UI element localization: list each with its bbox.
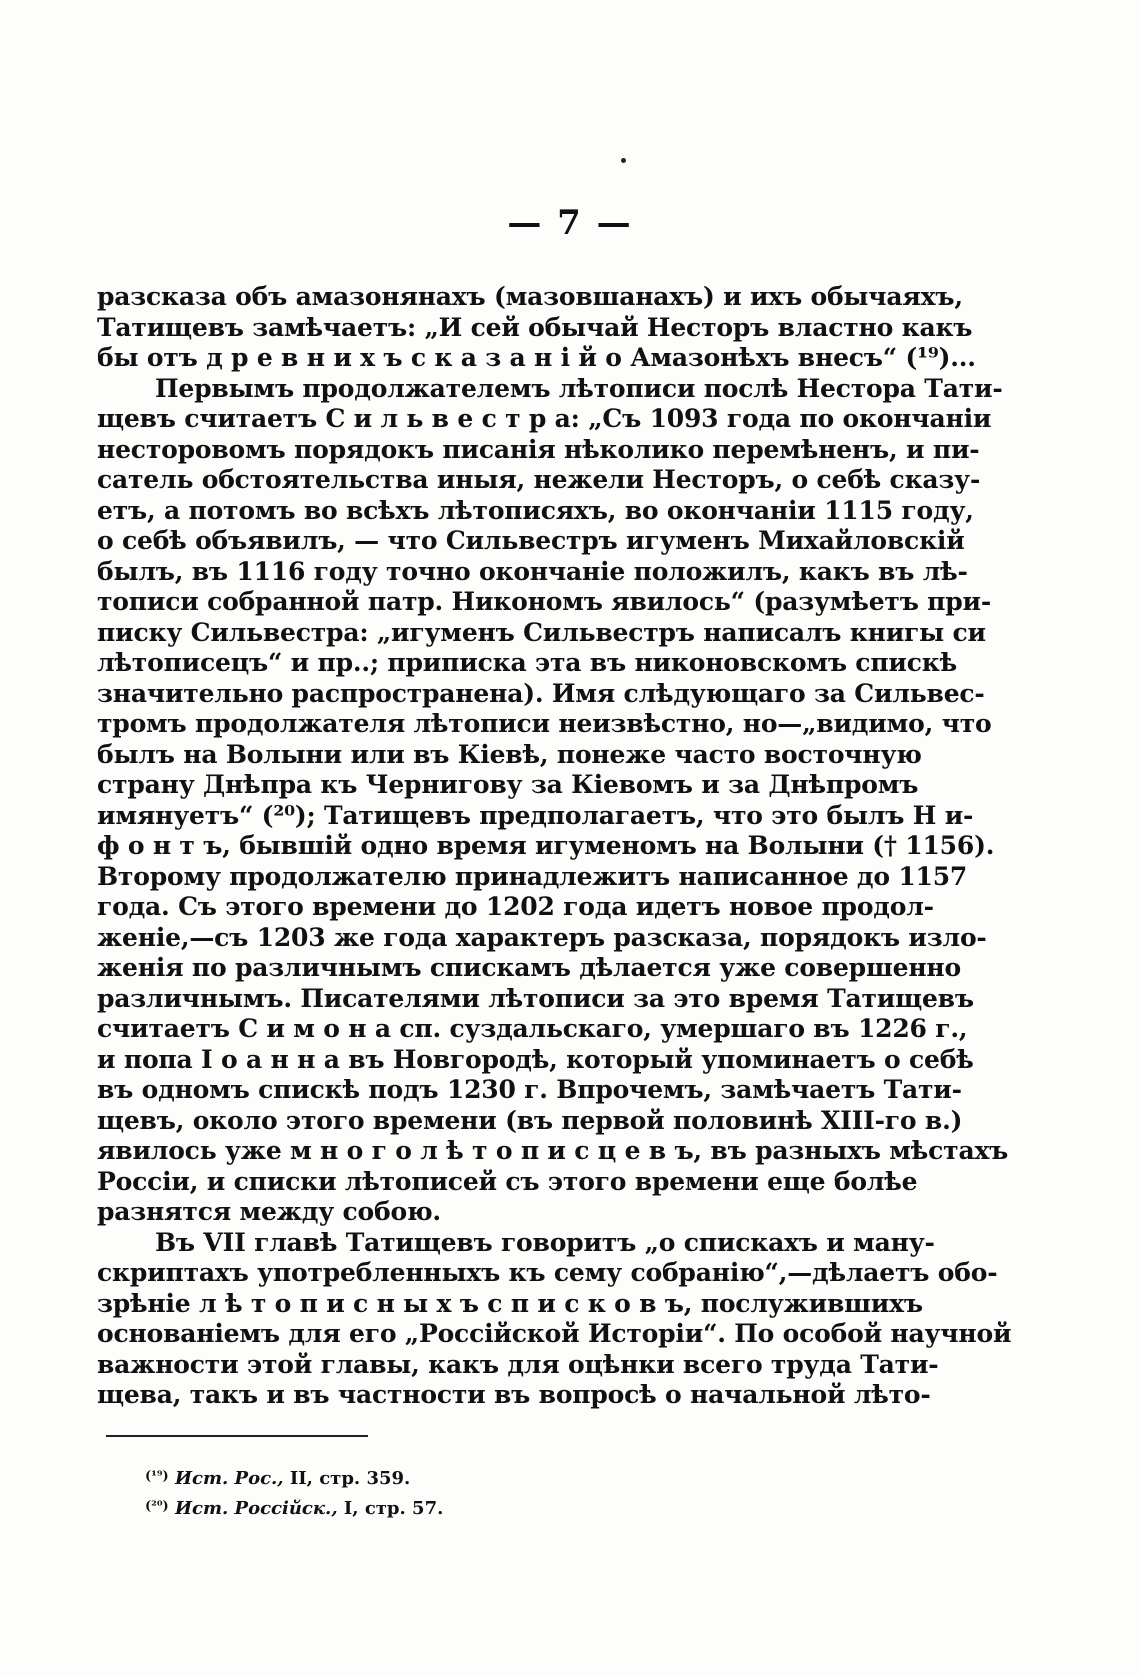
text-line: несторовомъ порядокъ писанія нѣколико перемѣненъ, и пи- <box>97 434 980 464</box>
footnote-divider <box>106 1435 368 1437</box>
text-line: въ одномъ спискѣ подъ 1230 г. Впрочемъ, замѣчаетъ Тати- <box>97 1075 962 1104</box>
text-line: сатель обстоятельства иныя, нежели Несторъ, о себѣ сказу- <box>97 465 981 494</box>
text-line: считаетъ С и м о н а сп. суздальскаго, умершаго въ 1226 г., <box>97 1014 968 1043</box>
text-line: щева, такъ и въ частности въ вопросѣ о начальной лѣто- <box>97 1380 931 1409</box>
footnote-mark: (¹⁹) <box>145 1469 169 1484</box>
text-line: Второму продолжателю принадлежитъ написанное до 1157 <box>97 861 968 891</box>
text-line: страну Днѣпра къ Чернигову за Кіевомъ и за Днѣпромъ <box>97 770 919 799</box>
text-line: Первымъ продолжателемъ лѣтописи послѣ Нестора Тати- <box>155 373 1003 403</box>
ink-speck <box>621 158 626 163</box>
text-line: бы отъ д р е в н и х ъ с к а з а н і й о Амазонѣхъ внесъ“ (¹⁹)... <box>97 343 976 372</box>
text-line: тописи собранной патр. Никономъ явилось“ (разумѣетъ при- <box>97 587 992 616</box>
footnote-detail: II, стр. 359. <box>283 1468 411 1489</box>
text-line: ф о н т ъ, бывшій одно время игуменомъ на Волыни († 1156). <box>97 831 995 860</box>
text-line: о себѣ объявилъ, — что Сильвестръ игуменъ Михайловскій <box>97 526 965 555</box>
footnote-source: Ист. Рос., <box>174 1468 284 1489</box>
text-line: щевъ считаетъ С и л ь в е с т р а: „Съ 1093 года по окончаніи <box>97 404 992 433</box>
text-line: зрѣніе л ѣ т о п и с н ы х ъ с п и с к о в ъ, послужившихъ <box>97 1288 923 1318</box>
text-line: Въ VII главѣ Татищевъ говоритъ „о спискахъ и ману- <box>155 1227 935 1257</box>
page-number: — 7 — <box>507 203 633 243</box>
footnotes <box>145 1463 443 1523</box>
footnote-mark: (²⁰) <box>145 1499 169 1514</box>
text-line: разнятся между собою. <box>97 1197 441 1226</box>
text-line: основаніемъ для его „Россійской Исторіи“. По особой научной <box>97 1319 1012 1348</box>
text-line: значительно распространена). Имя слѣдующаго за Сильвес- <box>97 678 985 708</box>
text-line: и попа І о а н н а въ Новгородѣ, который упоминаетъ о себѣ <box>97 1044 974 1074</box>
text-line: етъ, а потомъ во всѣхъ лѣтописяхъ, во окончаніи 1115 году, <box>97 495 974 525</box>
text-line: тромъ продолжателя лѣтописи неизвѣстно, но—„видимо, что <box>97 709 992 738</box>
text-line: Россіи, и списки лѣтописей съ этого времени еще болѣе <box>97 1166 918 1196</box>
text-line: имянуетъ“ (²⁰); Татищевъ предполагаетъ, что это былъ Н и- <box>97 800 974 830</box>
text-line: женіе,—съ 1203 же года характеръ разсказа, порядокъ изло- <box>97 922 987 952</box>
text-line: щевъ, около этого времени (въ первой половинѣ XIII-го в.) <box>97 1105 963 1135</box>
text-line: различнымъ. Писателями лѣтописи за это время Татищевъ <box>97 983 974 1013</box>
footnote-20 <box>145 1493 443 1523</box>
text-line: Татищевъ замѣчаетъ: „И сей обычай Несторъ властно какъ <box>97 312 973 342</box>
text-line: былъ на Волыни или въ Кіевѣ, понеже часто восточную <box>97 739 922 769</box>
text-line: писку Сильвестра: „игуменъ Сильвестръ написалъ книгы си <box>97 617 986 647</box>
text-line: скриптахъ употребленныхъ къ сему собранію“,—дѣлаетъ обо- <box>97 1258 998 1287</box>
main-text <box>97 282 1012 1411</box>
text-line: лѣтописецъ“ и пр..; приписка эта въ никоновскомъ спискѣ <box>97 648 958 677</box>
text-line: важности этой главы, какъ для оцѣнки всего труда Тати- <box>97 1349 939 1379</box>
text-line: былъ, въ 1116 году точно окончаніе положилъ, какъ въ лѣ- <box>97 556 968 586</box>
text-line: явилось уже м н о г о л ѣ т о п и с ц е в ъ, въ разныхъ мѣстахъ <box>97 1136 1009 1165</box>
text-line: женія по различнымъ спискамъ дѣлается уже совершенно <box>97 953 962 982</box>
footnote-detail: I, стр. 57. <box>337 1498 444 1519</box>
footnote-19 <box>145 1463 443 1493</box>
footnote-source: Ист. Россійск., <box>174 1498 338 1519</box>
text-line: разсказа объ амазонянахъ (мазовшанахъ) и ихъ обычаяхъ, <box>97 282 963 311</box>
text-line: года. Съ этого времени до 1202 года идетъ новое продол- <box>97 892 934 921</box>
